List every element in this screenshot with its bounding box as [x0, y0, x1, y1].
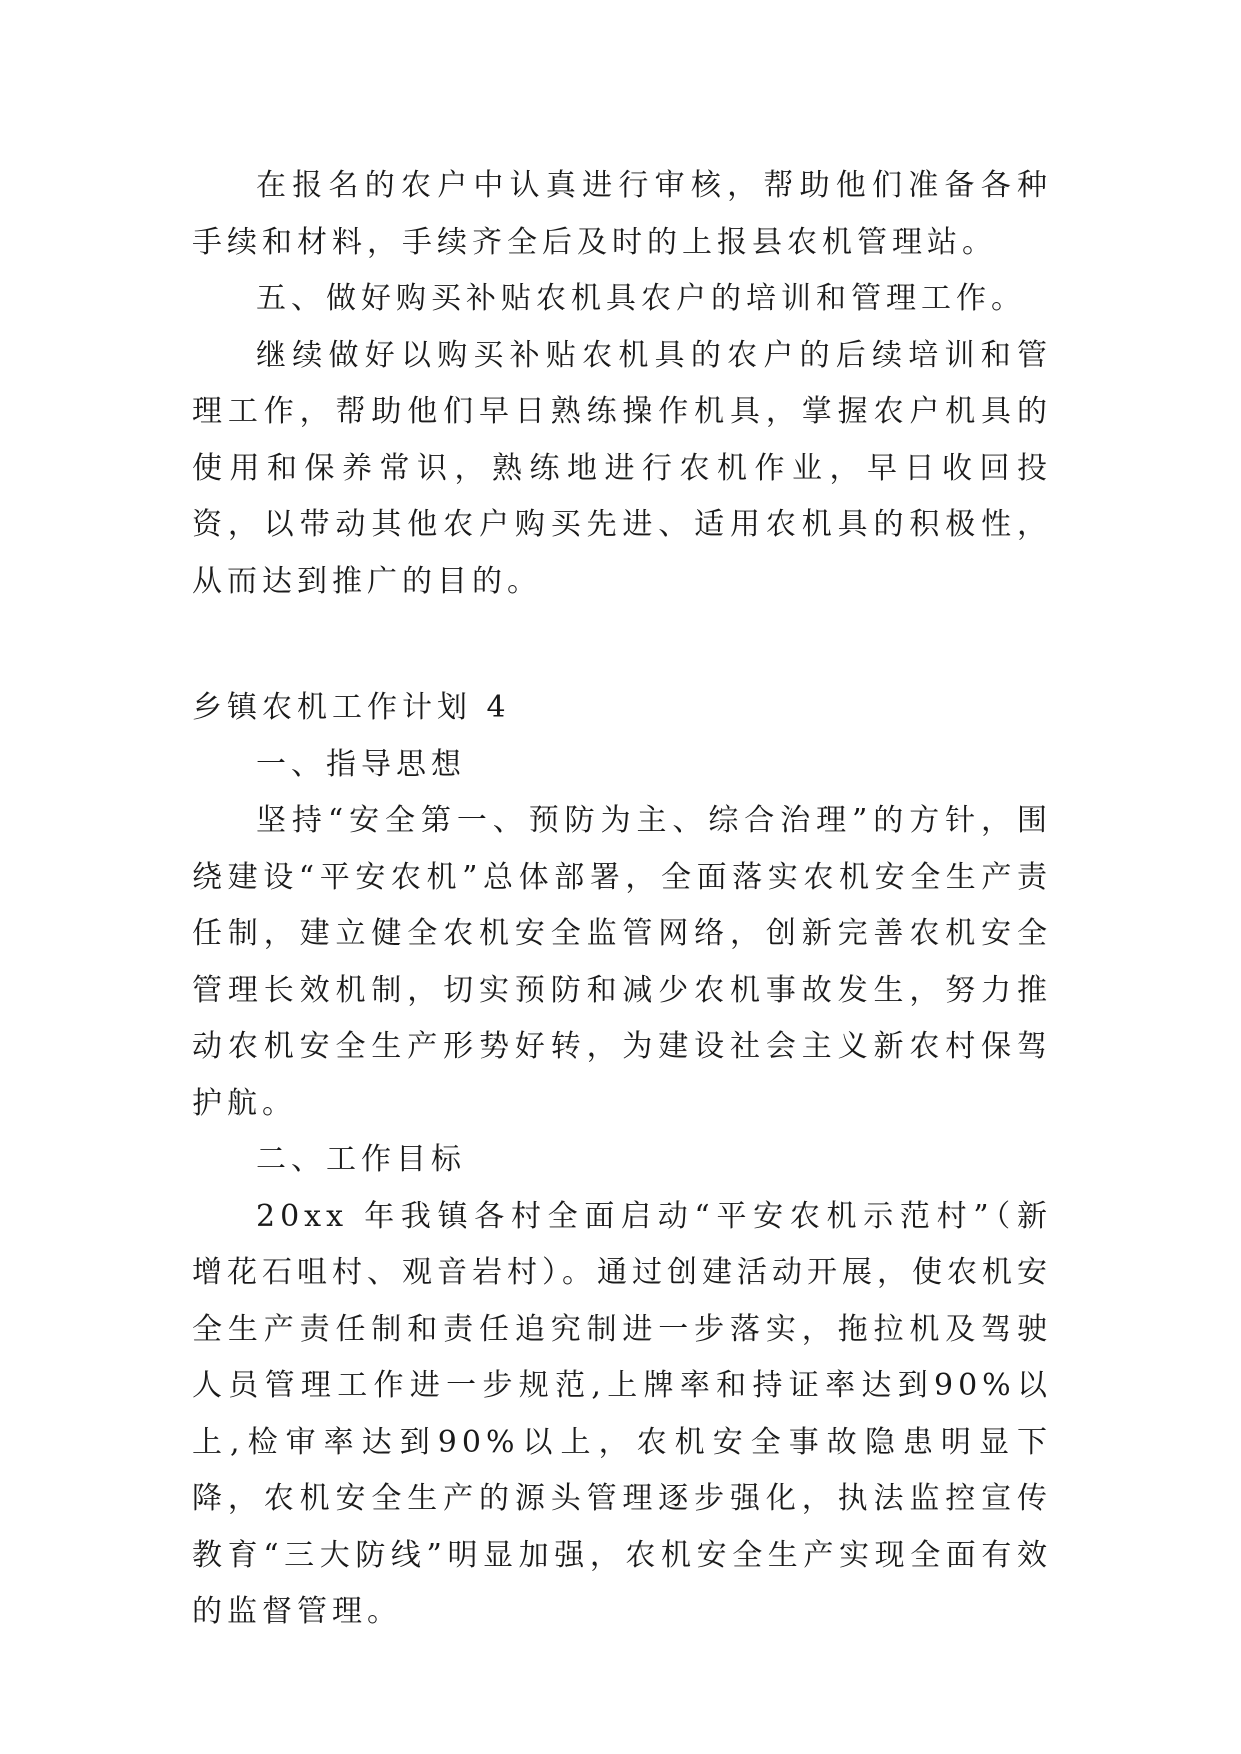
- paragraph-training: 继续做好以购买补贴农机具的农户的后续培训和管理工作，帮助他们早日熟练操作机具，掌握农户机具的使用和保养常识，熟练地进行农机作业，早日收回投资，以带动其他农户购买先进、适用农机具的积极性，从而达到推广的目的。: [192, 337, 1052, 599]
- heading-work-goals: 二、工作目标: [256, 1142, 466, 1177]
- paragraph-work-goals: 20xx 年我镇各村全面启动“平安农机示范村”（新增花石咀村、观音岩村）。通过创建活动开展，使农机安全生产责任制和责任追究制进一步落实，拖拉机及驾驶人员管理工作进一步规范,上牌率和持证率达到90%以上,检审率达到90%以上，农机安全事故隐患明显下降，农机安全生产的源头管理逐步强化，执法监控宣传教育“三大防线”明显加强，农机安全生产实现全面有效的监督管理。: [192, 1198, 1052, 1629]
- section-title: 乡镇农机工作计划 4: [192, 690, 511, 725]
- paragraph-guiding-ideology: 坚持“安全第一、预防为主、综合治理”的方针，围绕建设“平安农机”总体部署，全面落实农机安全生产责任制，建立健全农机安全监管网络，创新完善农机安全管理长效机制，切实预防和减少农机事故发生，努力推动农机安全生产形势好转，为建设社会主义新农村保驾护航。: [192, 803, 1052, 1121]
- section-continuation: [192, 158, 1052, 610]
- heading-training: 五、做好购买补贴农机具农户的培训和管理工作。: [256, 281, 1026, 316]
- section-plan-4: [192, 680, 1052, 1641]
- paragraph-review: 在报名的农户中认真进行审核，帮助他们准备各种手续和材料，手续齐全后及时的上报县农机管理站。: [192, 168, 1052, 260]
- heading-guiding-ideology: 一、指导思想: [256, 746, 466, 782]
